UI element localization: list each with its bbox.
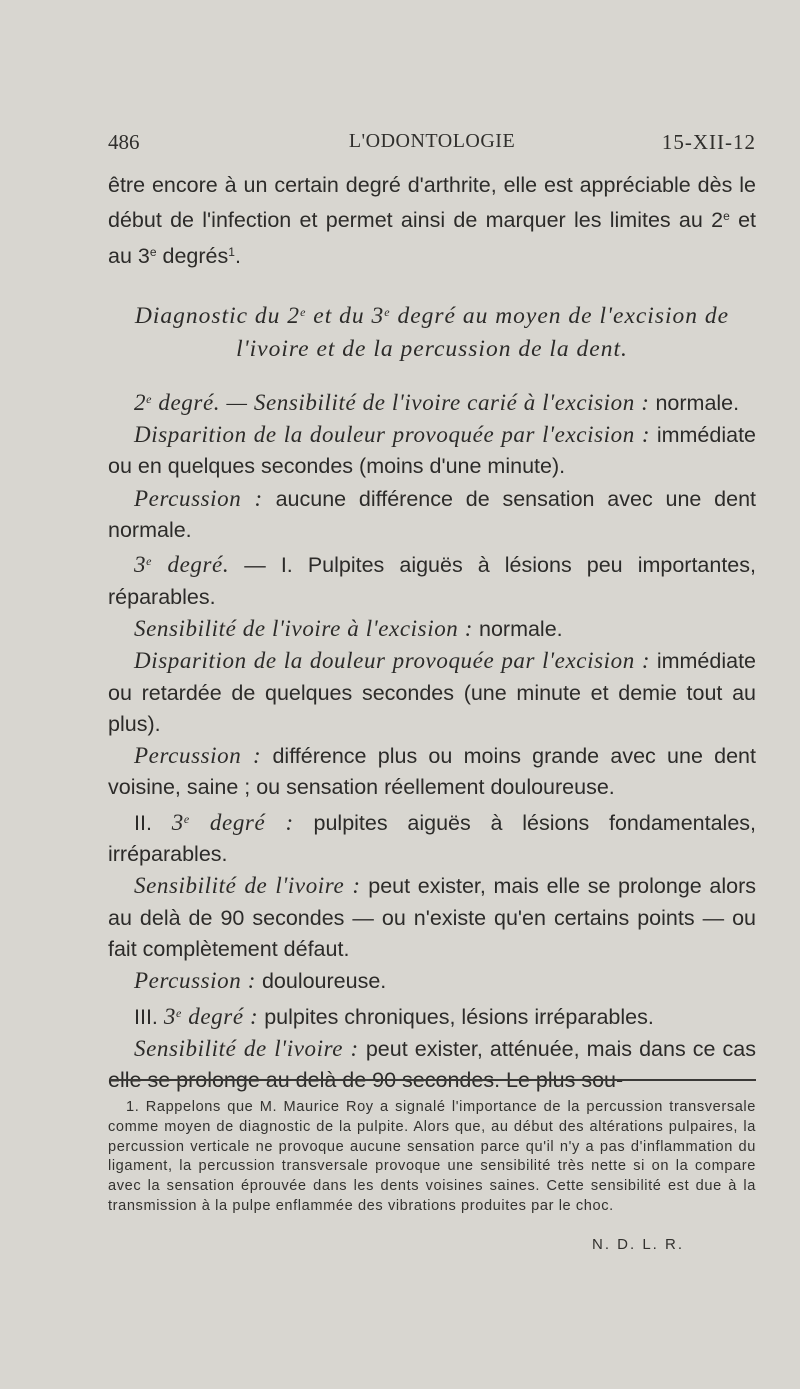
third-degree-ii-sensibilite: Sensibilité de l'ivoire : peut exister, mais elle se prolonge alors au delà de 90 secondes — ou n'existe qu'en certains points — ou fait complètement défaut.: [108, 873, 756, 961]
third-degree-i-lead: 3e degré. — I. Pulpites aiguës à lésions peu importantes, réparables.: [108, 552, 756, 609]
footnote-reference: 1: [228, 244, 235, 259]
third-degree-ii-percussion: Percussion : douloureuse.: [134, 968, 387, 994]
body-text: [108, 170, 756, 1096]
third-degree-i-disparition: Disparition de la douleur provoquée par l'excision : immédiate ou retardée de quelques secondes (une minute et demie tout au plus).: [108, 648, 756, 736]
section-heading: Diagnostic du 2e et du 3e degré au moyen de l'excision de l'ivoire et de la percussion de la dent.: [134, 302, 730, 362]
second-degree-disparition: Disparition de la douleur provoquée par l'excision : immédiate ou en quelques secondes (moins d'une minute).: [108, 422, 756, 479]
footnote: 1. Rappelons que M. Maurice Roy a signalé l'importance de la percussion transversale comme moyen de diagnostic de la pulpite. Alors que, au début des altérations pulpaires, la percussion verticale ne provoque aucune sensation parce qu'il n'y a pas d'inflammation du ligament, la percussion transversale provoque une sensibilité très nette si on la compare avec la sensation éprouvée dans les dents voisines saines. Cette sensibilité est due à la transmission à la pulpe enflammée des vibrations produites par le choc.: [108, 1099, 756, 1214]
third-degree-i-percussion: Percussion : différence plus ou moins grande avec une dent voisine, saine ; ou sensation réellement douloureuse.: [108, 743, 756, 800]
footnote-divider: [110, 1079, 756, 1081]
third-degree-ii-lead: II. 3e degré : pulpites aiguës à lésions fondamentales, irréparables.: [108, 809, 756, 867]
third-degree-iii-lead: III. 3e degré : pulpites chroniques, lésions irréparables.: [134, 1003, 654, 1029]
paragraph-intro: être encore à un certain degré d'arthrite, elle est appréciable dès le début de l'infection et permet ainsi de marquer les limites au 2e et au 3e degrés$^1$.: [108, 173, 756, 268]
issue-date: 15-XII-12: [661, 130, 756, 154]
page-number: 486: [108, 130, 140, 154]
third-degree-iii-sensibilite: Sensibilité de l'ivoire : peut exister, atténuée, mais dans ce cas elle se prolonge au delà de 90 secondes. Le plus sou-: [108, 1035, 756, 1093]
page-header: [108, 130, 756, 160]
third-degree-i-sensibilite: Sensibilité de l'ivoire à l'excision : normale.: [134, 615, 563, 641]
second-degree-percussion: Percussion : aucune différence de sensation avec une dent normale.: [108, 485, 757, 543]
running-title: L'ODONTOLOGIE: [348, 130, 516, 152]
second-degree-lead: 2e degré. — Sensibilité de l'ivoire carié à l'excision : normale.: [134, 389, 740, 415]
footnote-signature: N. D. L. R.: [592, 1236, 685, 1253]
